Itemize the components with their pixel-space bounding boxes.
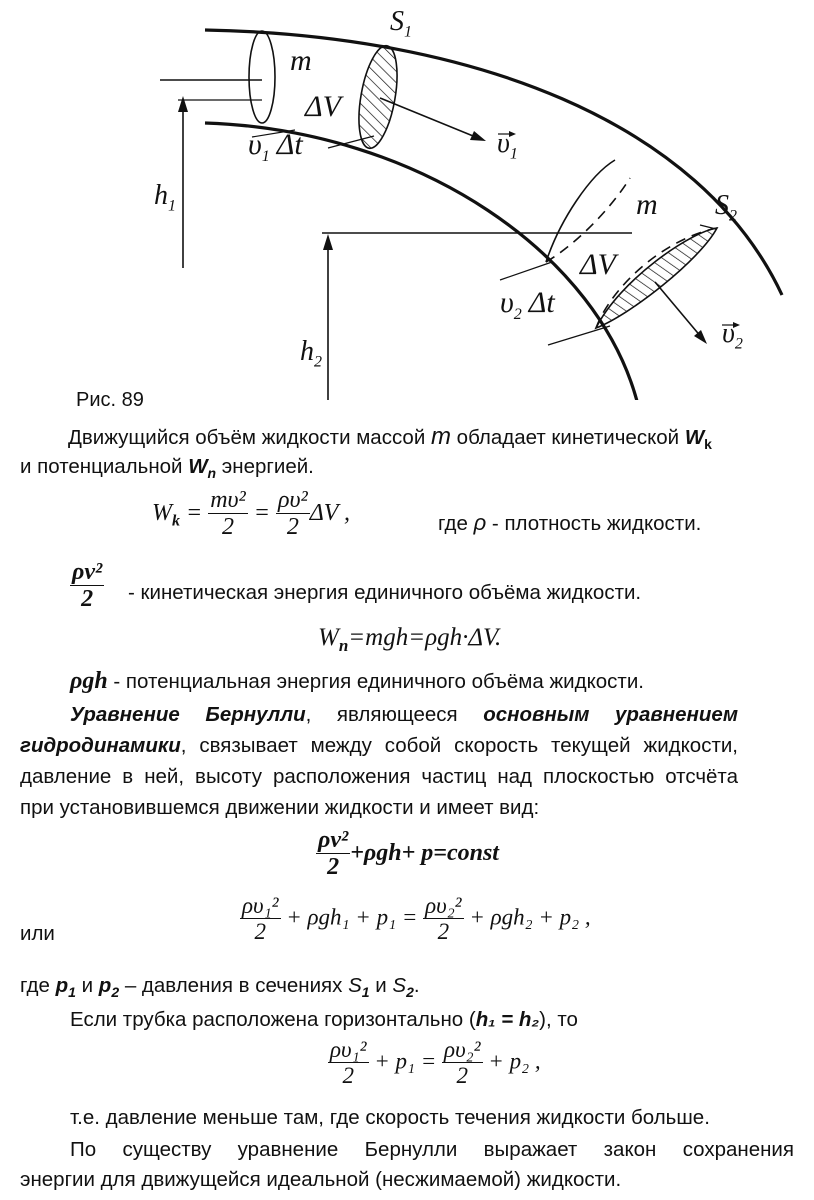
label-dv-bottom: ΔV: [580, 248, 616, 281]
ke-per-volume-text: - кинетическая энергия единичного объёма жидкости.: [128, 581, 642, 604]
label-h2: $h_2$: [300, 336, 322, 371]
label-v2dt: $\upsilon_2$ Δt: [500, 286, 555, 323]
label-vec-v2: $\upsilon_2$: [722, 318, 743, 353]
equation-kinetic: $W_k$ = $\frac{\text{mυ²}}{2}$ = $\frac{\text{ρυ²}}{2}$ ΔV ,: [152, 487, 350, 541]
para1-line2: и потенциальной $W_n$ энергией.: [20, 455, 314, 482]
label-vec-v1: $\upsilon_1$: [497, 128, 518, 163]
equation-potential: $W_n=mgh=\rho gh\cdot\Delta V$.: [318, 624, 502, 655]
label-s2: $S_2$: [715, 190, 737, 225]
pressures-note: где $p_1$ и $p_2$ – давления в сечениях $S_1$ и $S_2$.: [20, 974, 420, 1001]
or-label: или: [20, 922, 55, 945]
conclusion-line3: энергии для движущейся идеальной (несжимаемой) жидкости.: [20, 1168, 622, 1191]
bernoulli-line2: гидродинамики, связывает между собой скорость текущей жидкости,: [20, 734, 738, 757]
bernoulli-line3: давление в ней, высоту расположения частиц над плоскостью отсчёта: [20, 765, 738, 788]
bernoulli-line4: при установившемся движении жидкости и имеет вид:: [20, 796, 540, 819]
equation-bernoulli-sections: $\frac{\text{ρυ₁²}}{2}$ + ρgh₁ + p₁ = $\frac{\text{ρυ₂²}}{2}$ + ρgh₂ + p₂ ,: [242, 893, 591, 945]
para1-line1: Движущийся объём жидкости массой m обладает кинетической $W_k$: [68, 423, 712, 453]
label-m-top: m: [290, 44, 312, 77]
conclusion-line2: По существу уравнение Бернулли выражает закон сохранения: [70, 1138, 794, 1161]
horizontal-note: Если трубка расположена горизонтально (h₁ = h₂), то: [70, 1008, 578, 1031]
label-s1: $S_1$: [390, 6, 412, 41]
label-v1dt: $\upsilon_1$ Δt: [248, 128, 303, 165]
pe-per-volume: ρgh - потенциальная энергия единичного объёма жидкости.: [70, 668, 644, 694]
section-left: [249, 31, 275, 123]
bernoulli-line1: Уравнение Бернулли, являющееся основным уравнением: [70, 703, 738, 726]
pipe-flow-diagram: [0, 0, 814, 400]
ke-per-volume-fraction: $\frac{\text{ρv²}}{2}$: [72, 559, 103, 613]
conclusion-line1: т.е. давление меньше там, где скорость течения жидкости больше.: [70, 1106, 710, 1129]
density-note: где ρ - плотность жидкости.: [438, 510, 702, 535]
equation-bernoulli: $\frac{\text{ρv²}}{2}$ +ρgh+ p=const: [318, 827, 499, 881]
equation-horizontal: $\frac{\text{ρυ₁²}}{2}$ + p₁ = $\frac{\text{ρυ₂²}}{2}$ + p₂ ,: [330, 1037, 541, 1089]
label-h1: $h_1$: [154, 180, 176, 215]
label-dv-top: ΔV: [305, 90, 341, 123]
section-s1-hatched: [352, 43, 404, 151]
label-m-bottom: m: [636, 188, 658, 221]
figure-caption: Рис. 89: [76, 389, 144, 411]
